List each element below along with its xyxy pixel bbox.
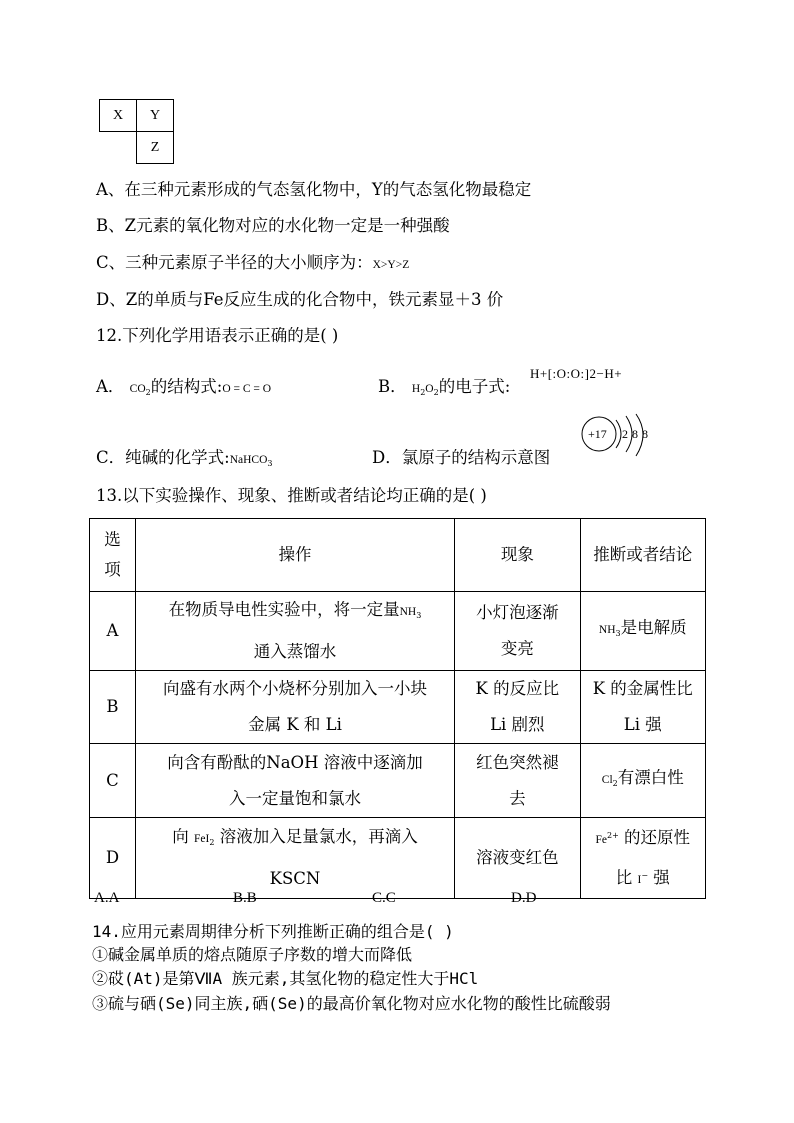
q11-option-c-text: C、三种元素原子半径的大小顺序为： <box>96 253 373 272</box>
op-formula: FeI <box>194 833 210 845</box>
con-formula-sub: 3 <box>615 629 621 638</box>
row-phenomenon <box>455 744 580 818</box>
q12-c-formula: NaHCO <box>229 454 268 466</box>
q12-c-sub: 3 <box>267 459 273 468</box>
row-operation <box>135 671 454 744</box>
con-formula: NH <box>598 624 616 636</box>
op-formula-sub: 3 <box>416 611 422 620</box>
q11-option-c <box>96 252 409 276</box>
con-text: 有漂白性 <box>617 767 684 787</box>
op-line1: 向含有酚酞的NaOH 溶液中逐滴加 <box>167 752 423 772</box>
header-option-line2: 项 <box>104 560 121 579</box>
chlorine-nucleus-label: +17 <box>588 427 607 441</box>
q12-b-sub2: 2 <box>433 388 439 397</box>
row-conclusion <box>580 671 705 744</box>
ph-line1: K 的反应比 <box>475 679 560 698</box>
q14-item-2: ②砹(At)是第ⅦA 族元素,其氢化物的稳定性大于HCl <box>92 969 479 988</box>
q14-item-1: ①碱金属单质的熔点随原子序数的增大而降低 <box>92 945 413 964</box>
con-line2: Li 强 <box>623 715 662 734</box>
op-line2: 入一定量饱和氯水 <box>228 788 361 808</box>
q12-b-formula: H <box>411 383 421 395</box>
op-formula: NH <box>399 606 417 618</box>
q12-b-sub1: 2 <box>420 388 426 397</box>
ph-line1: 小灯泡逐渐 <box>476 603 559 622</box>
q13-stem: 13.以下实验操作、现象、推断或者结论均正确的是( ) <box>96 486 487 505</box>
table-row <box>90 744 706 818</box>
row-operation <box>135 744 454 818</box>
grid-cell-x: X <box>99 99 137 132</box>
row-phenomenon <box>455 671 580 744</box>
header-phenomenon: 现象 <box>455 519 580 592</box>
q12-a-text: 的结构式: <box>150 377 223 396</box>
chlorine-shell-counts: 2 8 8 <box>622 427 648 441</box>
con-text2-post: 强 <box>648 868 670 887</box>
row-option: B <box>90 671 136 744</box>
q12-b-prefix: B． <box>378 377 407 396</box>
answer-option-a: A.A <box>94 890 120 906</box>
shell-arc-1 <box>616 420 621 448</box>
table-row <box>90 818 706 899</box>
con-formula: Cl <box>601 773 613 786</box>
q12-b-electron-formula: H+[:O:O:]2−H+ <box>530 366 623 381</box>
q11-option-c-formula: X>Y>Z <box>372 259 410 271</box>
con-text2-pre: 比 <box>615 868 638 887</box>
op-line2: 金属 K 和 Li <box>248 715 342 734</box>
row-option: D <box>90 818 136 899</box>
row-option: C <box>90 744 136 818</box>
ph-line1: 红色突然褪 <box>476 752 559 772</box>
con-formula-sup: 2+ <box>606 831 619 840</box>
table-header-row <box>90 519 706 592</box>
ph-line2: 变亮 <box>500 639 534 658</box>
con-formula-sub: 2 <box>612 778 618 788</box>
grid-cell-y: Y <box>136 99 174 132</box>
con-ion: I <box>637 874 642 886</box>
header-operation: 操作 <box>135 519 454 592</box>
table-row <box>90 592 706 671</box>
q12-b-o: O <box>425 383 434 395</box>
con-text1: 的还原性 <box>618 828 691 847</box>
q12-option-b <box>378 376 510 404</box>
op-formula-sub: 2 <box>209 838 215 847</box>
op-line2: 通入蒸馏水 <box>253 642 337 661</box>
answer-option-b: B.B <box>233 890 257 906</box>
table-row <box>90 671 706 744</box>
op-pre: 向 <box>172 827 195 846</box>
grid-cell-z: Z <box>136 131 174 164</box>
ph-line2: 去 <box>509 788 526 808</box>
q11-option-a: A、在三种元素形成的气态氢化物中，Y的气态氢化物最稳定 <box>96 180 532 199</box>
row-conclusion <box>580 744 705 818</box>
op-line2: KSCN <box>269 869 321 888</box>
q12-b-text: 的电子式: <box>438 377 511 396</box>
row-operation <box>135 818 454 899</box>
header-option-line1: 选 <box>104 530 121 549</box>
row-conclusion <box>580 818 705 899</box>
op-line1: 在物质导电性实验中，将一定量 <box>168 600 400 619</box>
q11-option-d: D、Z的单质与Fe反应生成的化合物中，铁元素显＋3 价 <box>96 290 504 309</box>
ph-line2: Li 剧烈 <box>490 715 545 734</box>
op-post: 溶液加入足量氯水，再滴入 <box>214 827 418 846</box>
q12-option-a <box>96 376 271 404</box>
q14-item-3: ③硫与硒(Se)同主族,硒(Se)的最高价氧化物对应水化物的酸性比硫酸弱 <box>92 994 611 1013</box>
row-option: A <box>90 592 136 671</box>
q12-a-prefix: A． <box>96 377 125 396</box>
op-line1: 向盛有水两个小烧杯分别加入一小块 <box>162 679 427 698</box>
header-option <box>90 519 136 592</box>
header-conclusion: 推断或者结论 <box>580 519 705 592</box>
answer-option-c: C.C <box>372 890 396 906</box>
q12-stem: 12.下列化学用语表示正确的是( ) <box>96 326 339 345</box>
row-phenomenon: 溶液变红色 <box>455 818 580 899</box>
q12-option-c <box>96 447 272 475</box>
q12-option-d: D．氯原子的结构示意图 <box>372 448 551 467</box>
row-phenomenon <box>455 592 580 671</box>
q12-a-struct: O = C = O <box>222 383 272 395</box>
answer-option-d: D.D <box>511 890 537 906</box>
q14-stem: 14.应用元素周期律分析下列推断正确的组合是( ) <box>92 922 454 941</box>
con-formula: Fe <box>595 834 607 846</box>
row-operation <box>135 592 454 671</box>
q12-c-prefix: C．纯碱的化学式: <box>96 448 230 467</box>
q13-table <box>89 518 706 899</box>
con-ion-sup: − <box>641 871 649 880</box>
q11-option-b: B、Z元素的氧化物对应的水化物一定是一种强酸 <box>96 216 450 235</box>
q12-a-formula: CO <box>129 383 146 395</box>
con-text: 是电解质 <box>620 618 687 637</box>
row-conclusion <box>580 592 705 671</box>
q12-a-sub: 2 <box>145 388 151 397</box>
con-line1: K 的金属性比 <box>592 679 693 698</box>
